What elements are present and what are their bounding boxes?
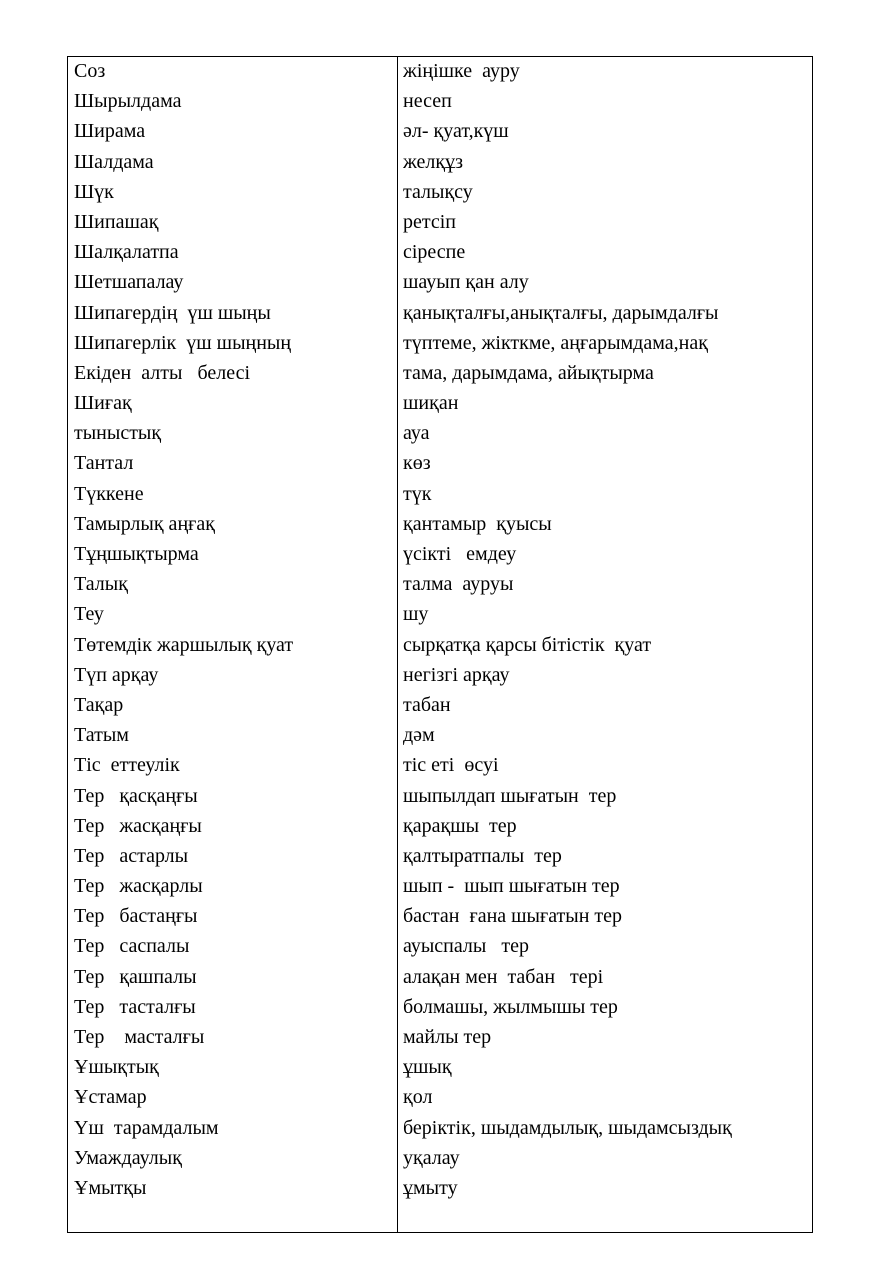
table-row — [67, 147, 813, 177]
table-row — [67, 539, 813, 569]
meaning-cell: несеп — [403, 90, 452, 113]
meaning-cell: әл- қуат,күш — [403, 120, 509, 143]
term-cell: Тер тасталғы — [74, 995, 196, 1018]
term-cell: Шалқалатпа — [74, 241, 179, 264]
table-row — [67, 267, 813, 297]
table-row — [67, 599, 813, 629]
table-row — [67, 750, 813, 780]
term-cell: Тамырлық аңғақ — [74, 512, 215, 535]
term-cell: Төтемдік жаршылық қуат — [74, 633, 294, 656]
table-row — [67, 962, 813, 992]
table-row — [67, 720, 813, 750]
meaning-cell: көз — [403, 452, 431, 475]
term-cell: Шиғақ — [74, 392, 132, 415]
term-cell: Шипагердің үш шыңы — [74, 301, 271, 324]
meaning-cell: қалтыратпалы тер — [403, 844, 562, 867]
table-row — [67, 418, 813, 448]
term-cell: Тер астарлы — [74, 844, 189, 867]
meaning-cell: тіс еті өсуі — [403, 754, 499, 777]
meaning-cell: уқалау — [403, 1146, 460, 1169]
term-cell: Шетшапалау — [74, 271, 184, 294]
term-cell: Шүк — [74, 180, 114, 203]
meaning-cell: шу — [403, 603, 429, 626]
term-cell: Тер бастаңғы — [74, 905, 198, 928]
table-row — [67, 931, 813, 961]
table-row — [67, 1052, 813, 1082]
table-row — [67, 901, 813, 931]
term-cell: Тақар — [74, 693, 124, 716]
meaning-cell: шиқан — [403, 392, 459, 415]
meaning-cell: түптеме, жікткме, аңғарымдама,нақ — [403, 331, 708, 354]
term-cell: Шырылдама — [74, 90, 182, 113]
meaning-cell: қол — [403, 1086, 433, 1109]
meaning-cell: қанықталғы,анықталғы, дарымдалғы — [403, 301, 719, 324]
table-row — [67, 781, 813, 811]
term-cell: Тер қасқаңғы — [74, 784, 198, 807]
meaning-cell: шып - шып шығатын тер — [403, 875, 620, 898]
table-row — [67, 992, 813, 1022]
term-cell: Тұңшықтырма — [74, 543, 199, 565]
meaning-cell: бастан ғана шығатын тер — [403, 905, 623, 928]
table-row — [67, 56, 813, 86]
table-row — [67, 1143, 813, 1173]
meaning-cell: сырқатқа қарсы бітістік қуат — [403, 633, 652, 656]
table-row — [67, 479, 813, 509]
table-row — [67, 509, 813, 539]
meaning-cell: негізгі арқау — [403, 663, 510, 686]
term-cell: Тер саспалы — [74, 935, 190, 958]
term-cell: Умаждаулық — [74, 1146, 182, 1169]
meaning-cell: беріктік, шыдамдылық, шыдамсыздық — [403, 1116, 732, 1139]
term-cell: Ұмытқы — [74, 1176, 147, 1199]
table-row — [67, 660, 813, 690]
term-cell: Шипагерлік үш шыңның — [74, 331, 292, 354]
term-cell: Соз — [74, 60, 106, 82]
table-row — [67, 328, 813, 358]
term-cell: Ұшықтық — [74, 1056, 159, 1079]
term-cell: Тер қашпалы — [74, 965, 197, 988]
table-row — [67, 841, 813, 871]
table-row — [67, 86, 813, 116]
term-cell: Тер масталғы — [74, 1026, 205, 1048]
term-cell: Тер жасқарлы — [74, 875, 203, 898]
term-cell: тыныстық — [74, 422, 162, 445]
meaning-cell: жіңішке ауру — [403, 60, 520, 82]
term-cell: Түккене — [74, 482, 144, 505]
table-row — [67, 448, 813, 478]
meaning-cell: алақан мен табан тері — [403, 965, 604, 988]
meaning-cell: ұмыту — [403, 1176, 458, 1199]
table-row — [67, 871, 813, 901]
term-cell: Тер жасқаңғы — [74, 814, 202, 837]
table-row — [67, 237, 813, 267]
table-row — [67, 1113, 813, 1143]
table-row — [67, 298, 813, 328]
term-cell: Татым — [74, 724, 129, 747]
meaning-cell: талма ауруы — [403, 573, 514, 596]
meaning-cell: ұшық — [403, 1056, 452, 1079]
meaning-cell: түк — [403, 482, 432, 505]
term-cell: Екіден алты белесі — [74, 361, 251, 384]
table-row — [67, 1082, 813, 1112]
table-row — [67, 207, 813, 237]
term-cell: Ұстамар — [74, 1086, 147, 1109]
table-row — [67, 1022, 813, 1052]
meaning-cell: ауыспалы тер — [403, 935, 529, 958]
meaning-cell: шыпылдап шығатын тер — [403, 784, 617, 807]
meaning-cell: табан — [403, 693, 451, 716]
table-row — [67, 811, 813, 841]
term-cell: Түп арқау — [74, 663, 159, 686]
meaning-cell: үсікті емдеу — [403, 543, 517, 565]
table-row — [67, 116, 813, 146]
meaning-cell: ауа — [403, 422, 430, 445]
term-cell: Шипашақ — [74, 210, 159, 233]
table-row — [67, 630, 813, 660]
table-row — [67, 388, 813, 418]
meaning-cell: сіреспе — [403, 241, 466, 264]
term-cell: Тантал — [74, 452, 134, 475]
table-row — [67, 1173, 813, 1203]
table-row — [67, 569, 813, 599]
meaning-cell: дәм — [403, 724, 435, 747]
meaning-cell: майлы тер — [403, 1026, 492, 1048]
meaning-cell: тама, дарымдама, айықтырма — [403, 361, 654, 384]
table-row — [67, 177, 813, 207]
term-cell: Тіс еттеулік — [74, 754, 180, 777]
meaning-cell: желқұз — [403, 150, 464, 173]
term-cell: Шалдама — [74, 150, 154, 173]
table-row — [67, 358, 813, 388]
meaning-cell: қарақшы тер — [403, 814, 517, 837]
term-cell: Ширама — [74, 120, 146, 143]
meaning-cell: ретсіп — [403, 210, 456, 233]
meaning-cell: қантамыр қуысы — [403, 512, 552, 535]
meaning-cell: шауып қан алу — [403, 271, 529, 294]
table-row — [67, 690, 813, 720]
term-cell: Теу — [74, 603, 104, 626]
term-cell: Үш тарамдалым — [74, 1116, 219, 1139]
meaning-cell: талықсу — [403, 180, 473, 203]
glossary-table — [67, 56, 813, 1203]
term-cell: Талық — [74, 573, 128, 596]
meaning-cell: болмашы, жылмышы тер — [403, 995, 618, 1018]
